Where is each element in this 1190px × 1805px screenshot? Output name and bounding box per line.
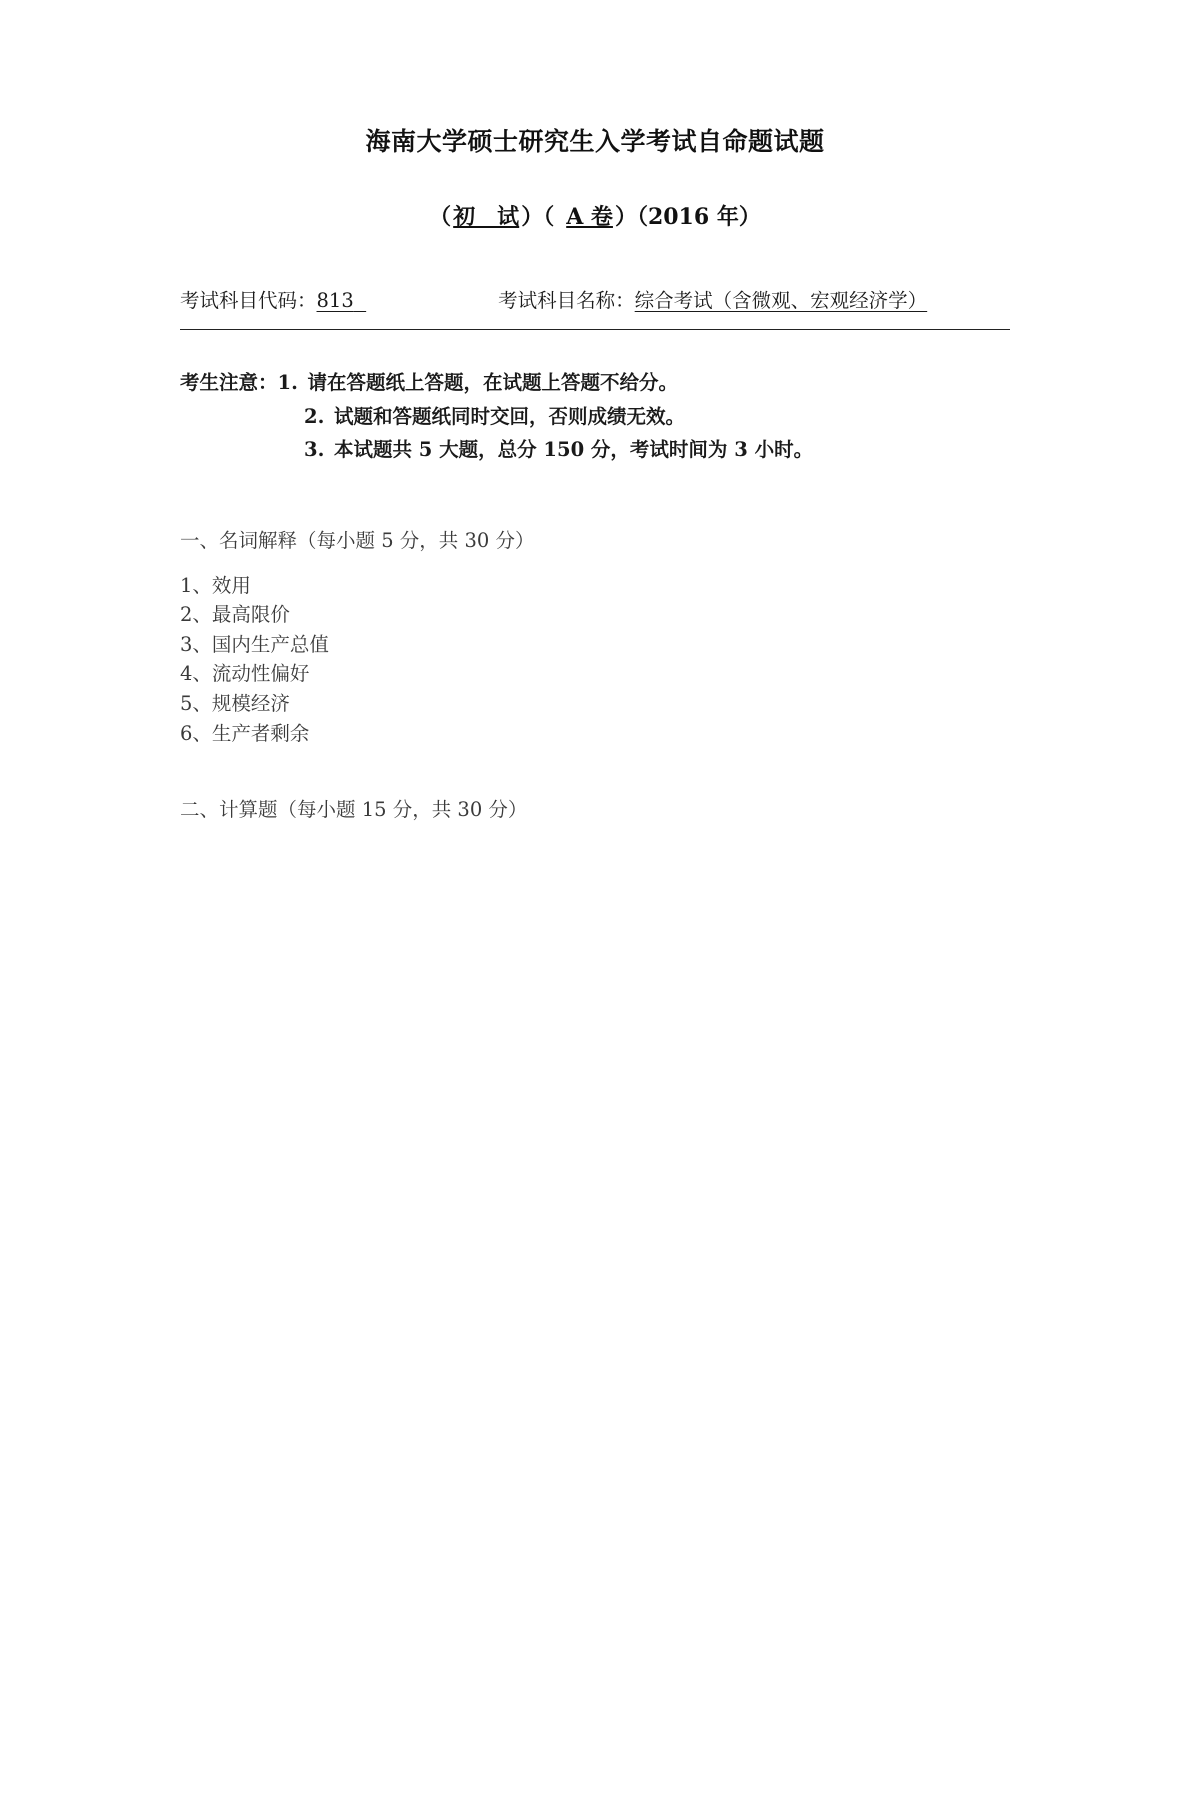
note-number-1: 1. xyxy=(277,371,298,394)
list-item: 2、最高限价 xyxy=(180,603,290,627)
subject-name-value: 综合考试（含微观、宏观经济学） xyxy=(634,289,928,312)
list-item: 3、国内生产总值 xyxy=(180,632,329,656)
paper-set-value: A 卷 xyxy=(566,204,613,230)
note-text-2: 试题和答题纸同时交回，否则成绩无效。 xyxy=(334,404,686,428)
exam-stage-value: 初 试 xyxy=(453,204,520,230)
close-paren-open-paren: ）（ xyxy=(521,204,555,230)
note-text-3: 本试题共 5 大题，总分 150 分，考试时间为 3 小时。 xyxy=(334,438,814,462)
header-divider xyxy=(180,329,1010,330)
note-number-2: 2. xyxy=(304,404,325,428)
section-heading-2: 二、计算题（每小题 15 分，共 30 分） xyxy=(180,798,528,822)
notes-label: 考生注意： xyxy=(180,371,278,394)
open-paren: （ xyxy=(429,204,452,230)
subject-code-group xyxy=(180,285,366,313)
note-line-3 xyxy=(180,433,1190,467)
section-heading-1: 一、名词解释（每小题 5 分，共 30 分） xyxy=(180,528,535,552)
subject-name-group xyxy=(498,285,927,313)
list-item: 1、效用 xyxy=(180,573,251,597)
exam-paper-page xyxy=(0,122,1190,1805)
exam-stage-line xyxy=(0,200,1190,231)
subject-name-label: 考试科目名称： xyxy=(498,289,635,312)
list-item: 4、流动性偏好 xyxy=(180,662,310,686)
note-line-1 xyxy=(180,366,1190,400)
list-item: 5、规模经济 xyxy=(180,692,290,716)
candidate-notes xyxy=(0,366,1190,467)
subject-info-row xyxy=(0,285,1190,313)
note-number-3: 3. xyxy=(304,438,325,462)
note-text-1: 请在答题纸上答题，在试题上答题不给分。 xyxy=(307,371,679,394)
term-list xyxy=(0,571,1190,749)
subject-code-value: 813 xyxy=(316,289,354,312)
page-title: 海南大学硕士研究生入学考试自命题试题 xyxy=(365,127,825,156)
note-line-2 xyxy=(180,400,1190,434)
subject-code-label: 考试科目代码： xyxy=(180,289,317,312)
list-item: 6、生产者剩余 xyxy=(180,721,310,745)
year-value: ）（2016 年） xyxy=(614,204,761,230)
